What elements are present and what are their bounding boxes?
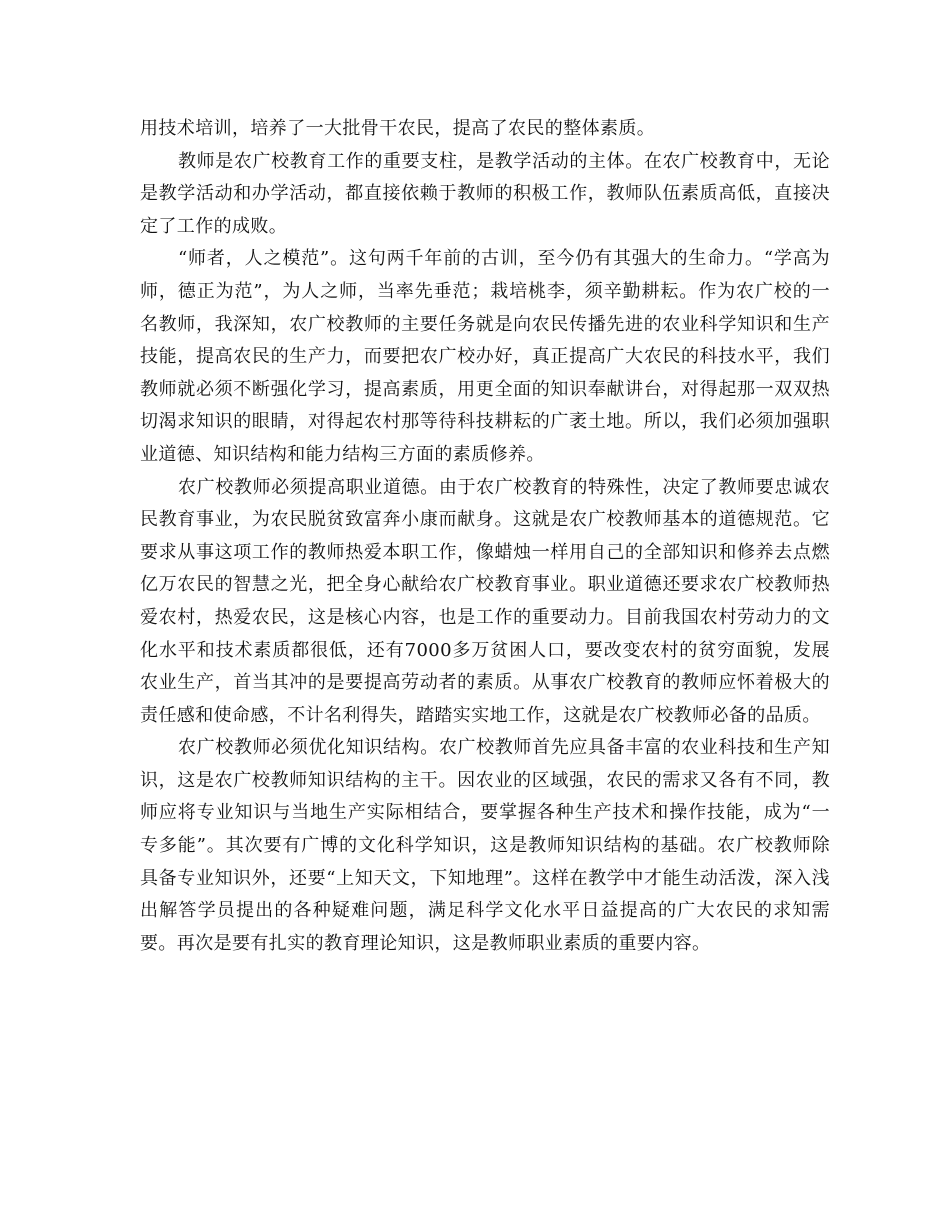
document-body bbox=[140, 113, 830, 960]
paragraph-continuation: 用技术培训，培养了一大批骨干农民，提高了农民的整体素质。 bbox=[140, 118, 656, 139]
paragraph-teacher-pillar: 教师是农广校教育工作的重要支柱，是教学活动的主体。在农广校教育中，无论是教学活动和办学活动，都直接依赖于教师的积极工作，教师队伍素质高低，直接决定了工作的成败。 bbox=[140, 150, 830, 237]
paragraph-teacher-model: “师者，人之模范”。这句两千年前的古训，至今仍有其强大的生命力。“学高为师，德正为范”，为人之师，当率先垂范；栽培桃李，须辛勤耕耘。作为农广校的一名教师，我深知，农广校教师的主要任务就是向农民传播先进的农业科学知识和生产技能，提高农民的生产力，而要把农广校办好，真正提高广大农民的科技水平，我们教师就必须不断强化学习，提高素质，用更全面的知识奉献讲台，对得起那一双双热切渴求知识的眼睛，对得起农村那等待科技耕耘的广袤土地。所以，我们必须加强职业道德、知识结构和能力结构三方面的素质修养。 bbox=[140, 248, 830, 465]
paragraph-knowledge-structure: 农广校教师必须优化知识结构。农广校教师首先应具备丰富的农业科技和生产知识，这是农广校教师知识结构的主干。因农业的区域强，农民的需求又各有不同，教师应将专业知识与当地生产实际相结合，要掌握各种生产技术和操作技能，成为“一专多能”。其次要有广博的文化科学知识，这是教师知识结构的基础。农广校教师除具备专业知识外，还要“上知天文，下知地理”。这样在教学中才能生动活泼，深入浅出解答学员提出的各种疑难问题，满足科学文化水平日益提高的广大农民的求知需要。再次是要有扎实的教育理论知识，这是教师职业素质的重要内容。 bbox=[140, 737, 830, 954]
paragraph-professional-ethics: 农广校教师必须提高职业道德。由于农广校教育的特殊性，决定了教师要忠诚农民教育事业，为农民脱贫致富奔小康而献身。这就是农广校教师基本的道德规范。它要求从事这项工作的教师热爱本职工作，像蜡烛一样用自己的全部知识和修养去点燃亿万农民的智慧之光，把全身心献给农广校教育事业。职业道德还要求农广校教师热爱农村，热爱农民，这是核心内容，也是工作的重要动力。目前我国农村劳动力的文化水平和技术素质都很低，还有7000多万贫困人口，要改变农村的贫穷面貌，发展农业生产，首当其冲的是要提高劳动者的素质。从事农广校教育的教师应怀着极大的责任感和使命感，不计名利得失，踏踏实实地工作，这就是农广校教师必备的品质。 bbox=[140, 476, 830, 726]
